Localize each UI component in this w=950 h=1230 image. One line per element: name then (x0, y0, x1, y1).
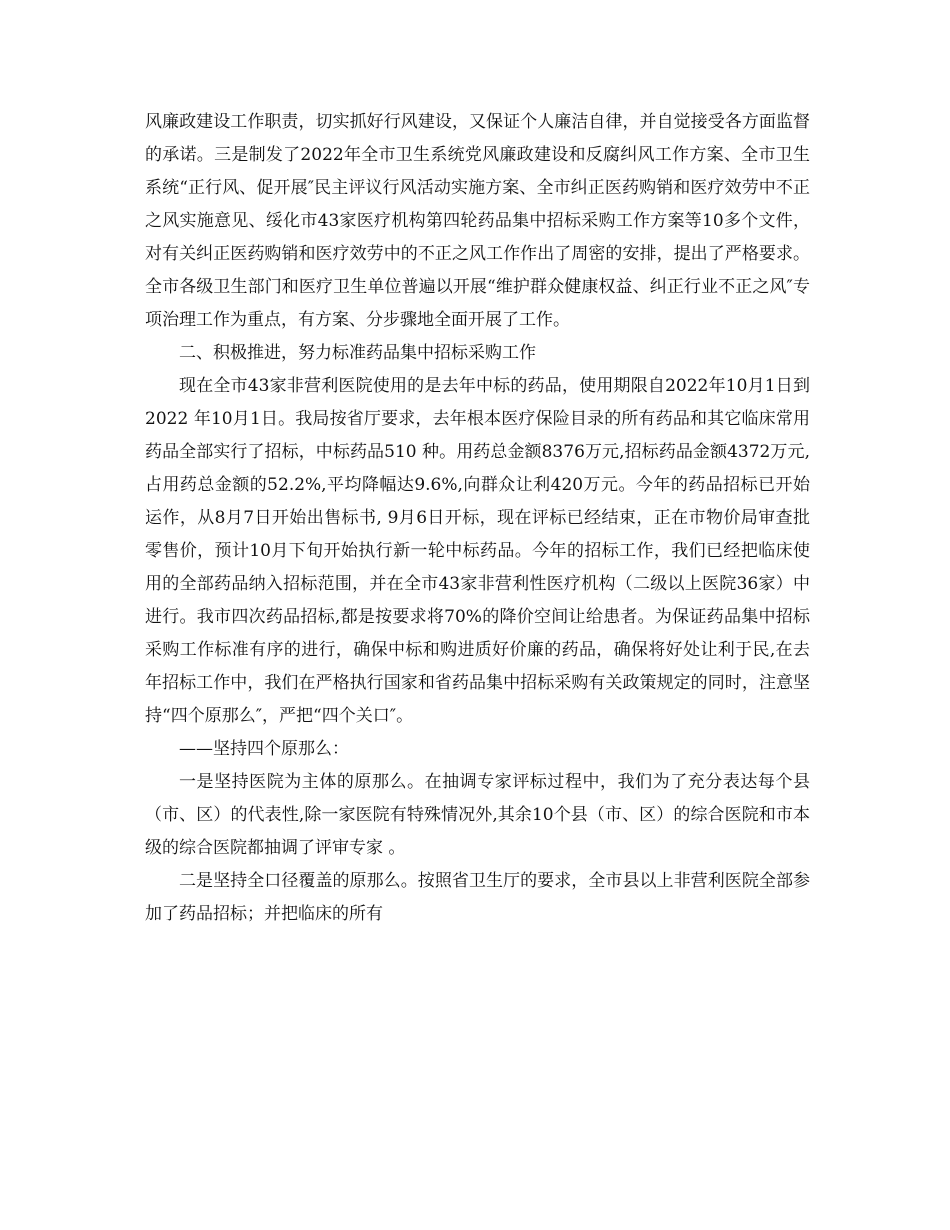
paragraph-tender-overview: 现在全市43家非营利医院使用的是去年中标的药品，使用期限自2022年10月1日到2022 年10月1日。我局按省厅要求，去年根本医疗保险目录的所有药品和其它临床常用药品全部实行了招标，中标药品510 种。用药总金额8376万元,招标药品金额4372万元,占用药总金额的52.2%,平均降幅达9.6%,向群众让利420万元。今年的药品招标已开始运作，从8月7日开始出售标书, 9月6日开标，现在评标已经结束，正在市物价局审查批零售价，预计10月下旬开始执行新一轮中标药品。今年的招标工作，我们已经把临床使用的全部药品纳入招标范围，并在全市43家非营利性医疗机构（二级以上医院36家）中进行。我市四次药品招标,都是按要求将70%的降价空间让给患者。为保证药品集中招标采购工作标准有序的进行，确保中标和购进质好价廉的药品，确保将好处让利于民,在去年招标工作中，我们在严格执行国家和省药品集中招标采购有关政策规定的同时，注意坚持“四个原那么″，严把“四个关口″。 (145, 376, 810, 726)
section-heading-2: 二、积极推进，努力标准药品集中招标采购工作 (179, 343, 536, 363)
paragraph-principle-2: 二是坚持全口径覆盖的原那么。按照省卫生厅的要求，全市县以上非营利医院全部参加了药品招标；并把临床的所有 (145, 871, 810, 924)
subheading-four-principles: ——坚持四个原那么： (179, 739, 349, 759)
paragraph-principle-1: 一是坚持医院为主体的原那么。在抽调专家评标过程中，我们为了充分表达每个县（市、区）的代表性,除一家医院有特殊情况外,其余10个县（市、区）的综合医院和市本级的综合医院都抽调了评审专家 。 (145, 772, 810, 858)
document-page (145, 106, 810, 931)
paragraph-continuation: 风廉政建设工作职责，切实抓好行风建设，又保证个人廉洁自律，并自觉接受各方面监督的承诺。三是制发了2022年全市卫生系统党风廉政建设和反腐纠风工作方案、全市卫生系统“正行风、促开展″民主评议行风活动实施方案、全市纠正医药购销和医疗效劳中不正之风实施意见、绥化市43家医疗机构第四轮药品集中招标采购工作方案等10多个文件，对有关纠正医药购销和医疗效劳中的不正之风工作作出了周密的安排，提出了严格要求。全市各级卫生部门和医疗卫生单位普遍以开展“维护群众健康权益、纠正行业不正之风″专项治理工作为重点，有方案、分步骤地全面开展了工作。 (145, 112, 810, 330)
